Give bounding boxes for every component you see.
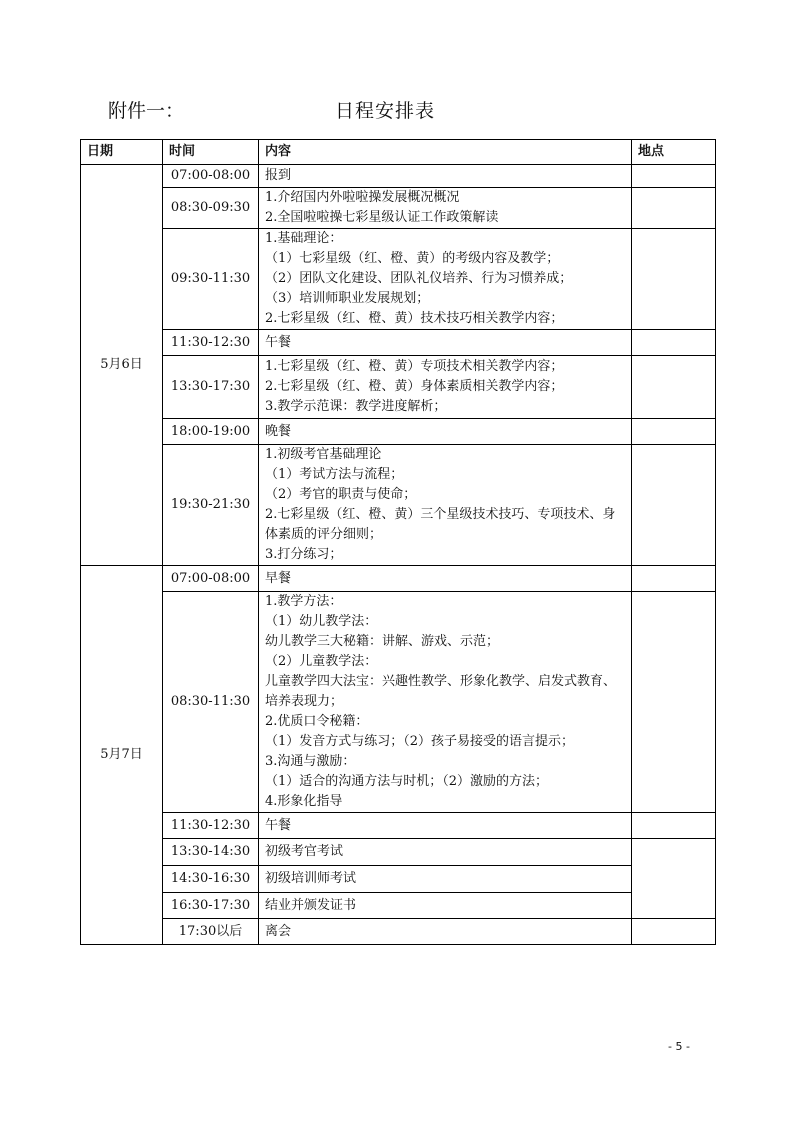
content-cell <box>259 893 632 919</box>
place-cell <box>632 839 716 919</box>
table-row <box>81 330 716 356</box>
content-line: 初级培训师考试 <box>265 871 357 886</box>
place-cell <box>632 188 716 229</box>
place-cell <box>632 419 716 445</box>
table-row <box>81 839 716 866</box>
content-line: 午餐 <box>265 334 292 350</box>
place-cell <box>632 229 716 330</box>
content-line: （1）幼儿教学法： <box>265 614 378 629</box>
content-line: 1.教学方法： <box>265 594 343 609</box>
content-line: 3.沟通与激励： <box>265 754 356 769</box>
table-row <box>81 165 716 188</box>
content-line: （3）培训师职业发展规划； <box>265 291 430 306</box>
time-cell: 11:30-12:30 <box>163 813 259 839</box>
table-row <box>81 356 716 419</box>
content-line: （2）儿童教学法： <box>265 654 378 669</box>
content-cell <box>259 839 632 866</box>
content-line: 午餐 <box>265 817 292 833</box>
content-line: 2.七彩星级（红、橙、黄）三个星级技术技巧、专项技术、身体素质的评分细则； <box>265 507 616 542</box>
content-cell <box>259 356 632 419</box>
column-header-place: 地点 <box>632 140 716 165</box>
time-cell: 07:00-08:00 <box>163 566 259 592</box>
content-line: 1.介绍国内外啦啦操发展概况概况 <box>265 190 460 205</box>
content-line: 初级考官考试 <box>265 844 344 859</box>
content-line: 幼儿教学三大秘籍：讲解、游戏、示范； <box>265 634 500 649</box>
table-row <box>81 188 716 229</box>
content-line: 1.初级考官基础理论 <box>265 447 382 462</box>
content-line: （2）考官的职责与使命； <box>265 487 417 502</box>
page-number: - 5 - <box>668 1040 690 1053</box>
content-line: （1）适合的沟通方法与时机；（2）激励的方法； <box>265 774 549 789</box>
content-cell <box>259 419 632 445</box>
content-cell <box>259 919 632 945</box>
content-line: 离会 <box>265 923 292 939</box>
content-line: 1.基础理论： <box>265 231 343 246</box>
place-cell <box>632 813 716 839</box>
place-cell <box>632 919 716 945</box>
column-header-content: 内容 <box>259 140 632 165</box>
content-line: 2.优质口令秘籍： <box>265 714 369 729</box>
table-row <box>81 445 716 566</box>
content-cell <box>259 866 632 893</box>
content-line: 2.七彩星级（红、橙、黄）身体素质相关教学内容； <box>265 379 564 394</box>
content-cell <box>259 229 632 330</box>
table-row <box>81 813 716 839</box>
attachment-label: 附件一： <box>108 100 185 122</box>
column-header-time: 时间 <box>163 140 259 165</box>
place-cell <box>632 566 716 592</box>
table-row <box>81 566 716 592</box>
place-cell <box>632 165 716 188</box>
schedule-table <box>80 139 716 945</box>
content-line: 晚餐 <box>265 423 292 439</box>
content-cell <box>259 445 632 566</box>
time-cell: 07:00-08:00 <box>163 165 259 188</box>
time-cell: 16:30-17:30 <box>163 893 259 919</box>
content-line: （2）团队文化建设、团队礼仪培养、行为习惯养成； <box>265 271 573 286</box>
content-line: 早餐 <box>265 570 292 586</box>
content-line: 结业并颁发证书 <box>265 897 357 913</box>
time-cell: 18:00-19:00 <box>163 419 259 445</box>
content-line: 3.打分练习； <box>265 547 343 562</box>
table-row <box>81 893 716 919</box>
time-cell: 13:30-14:30 <box>163 839 259 866</box>
content-cell <box>259 592 632 813</box>
content-line: 儿童教学四大法宝：兴趣性教学、形象化教学、启发式教育、培养表现力； <box>265 674 617 709</box>
table-header-row <box>81 140 716 165</box>
page-title: 日程安排表 <box>335 100 436 122</box>
content-line: 2.全国啦啦操七彩星级认证工作政策解读 <box>265 210 499 225</box>
date-cell: 5月7日 <box>81 566 163 945</box>
time-cell: 09:30-11:30 <box>163 229 259 330</box>
table-row <box>81 919 716 945</box>
content-cell <box>259 813 632 839</box>
time-cell: 14:30-16:30 <box>163 866 259 893</box>
content-cell <box>259 188 632 229</box>
content-line: 报到 <box>265 168 292 183</box>
place-cell <box>632 445 716 566</box>
content-line: 4.形象化指导 <box>265 794 343 809</box>
time-cell: 17:30以后 <box>163 919 259 945</box>
place-cell <box>632 356 716 419</box>
date-cell: 5月6日 <box>81 165 163 566</box>
content-line: 1.七彩星级（红、橙、黄）专项技术相关教学内容； <box>265 359 564 374</box>
table-row <box>81 866 716 893</box>
table-row <box>81 419 716 445</box>
content-line: （1）发音方式与练习；（2）孩子易接受的语言提示； <box>265 734 575 749</box>
table-row <box>81 592 716 813</box>
time-cell: 08:30-11:30 <box>163 592 259 813</box>
time-cell: 13:30-17:30 <box>163 356 259 419</box>
place-cell <box>632 592 716 813</box>
time-cell: 19:30-21:30 <box>163 445 259 566</box>
content-line: 3.教学示范课：教学进度解析； <box>265 399 447 414</box>
place-cell <box>632 330 716 356</box>
content-line: 2.七彩星级（红、橙、黄）技术技巧相关教学内容； <box>265 311 564 326</box>
time-cell: 11:30-12:30 <box>163 330 259 356</box>
content-line: （1）考试方法与流程； <box>265 467 404 482</box>
content-cell <box>259 165 632 188</box>
content-cell <box>259 566 632 592</box>
table-row <box>81 229 716 330</box>
column-header-date: 日期 <box>81 140 163 165</box>
content-cell <box>259 330 632 356</box>
content-line: （1）七彩星级（红、橙、黄）的考级内容及教学； <box>265 251 560 266</box>
time-cell: 08:30-09:30 <box>163 188 259 229</box>
schedule-body <box>81 165 716 945</box>
